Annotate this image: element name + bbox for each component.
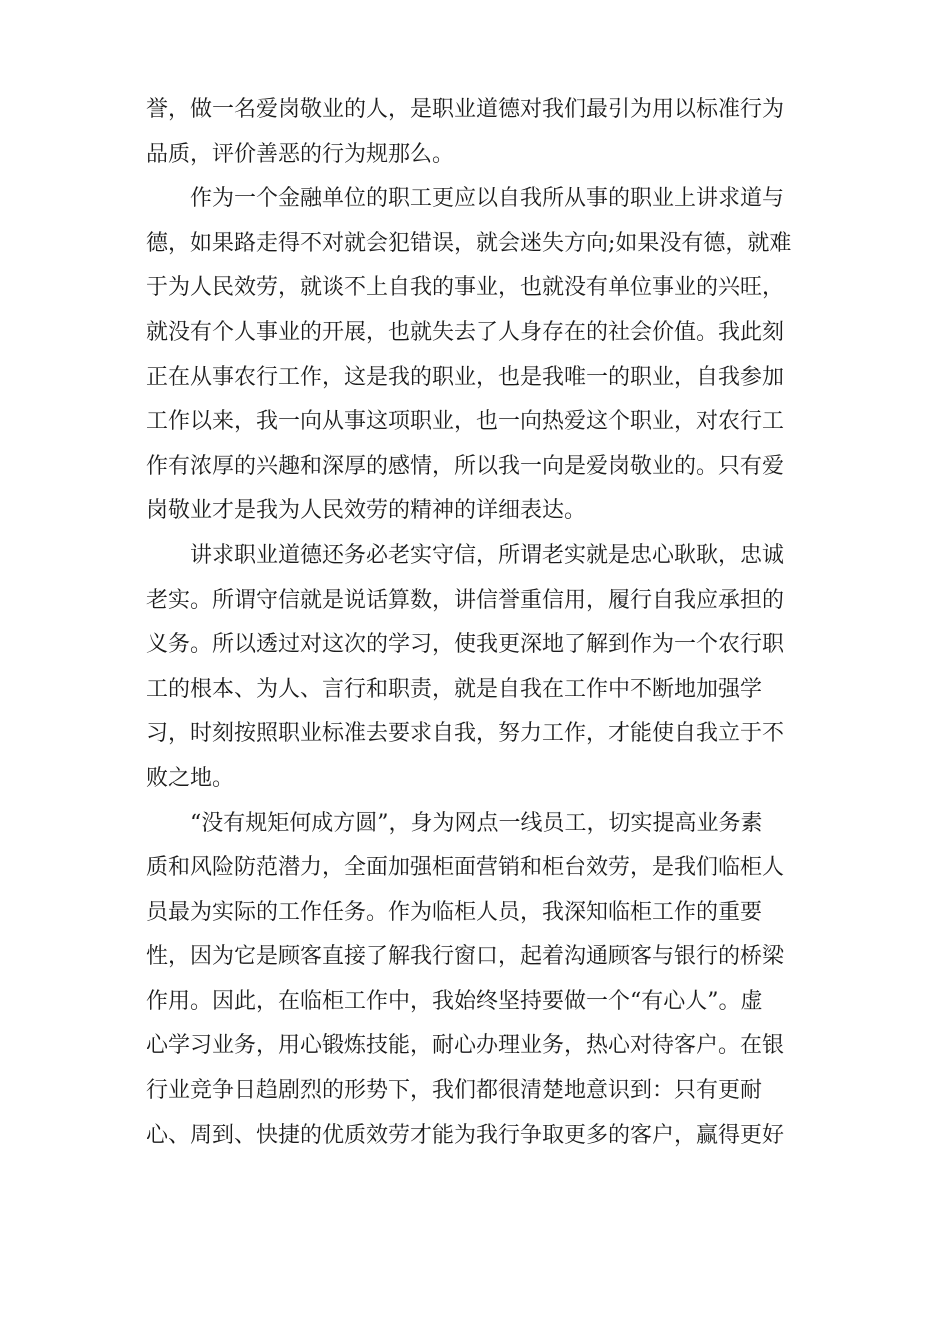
text-line: 义务。所以透过对这次的学习，使我更深地了解到作为一个农行职 [146,632,785,658]
text-line: 工作以来，我一向从事这项职业，也一向热爱这个职业，对农行工 [146,409,785,435]
text-line: 德，如果路走得不对就会犯错误，就会迷失方向;如果没有德，就难 [146,230,792,256]
paragraph-first-line: “没有规矩何成方圆”，身为网点一线员工，切实提高业务素 [190,810,763,836]
text-line: 老实。所谓守信就是说话算数，讲信誉重信用，履行自我应承担的 [146,587,785,613]
text-line: 岗敬业才是我为人民效劳的精神的详细表达。 [146,498,587,524]
text-line: 品质，评价善恶的行为规那么。 [146,141,455,167]
text-line: 作用。因此，在临柜工作中，我始终坚持要做一个“有心人”。虚 [146,988,763,1014]
text-line: 习，时刻按照职业标准去要求自我，努力工作，才能使自我立于不 [146,721,785,747]
text-line: 正在从事农行工作，这是我的职业，也是我唯一的职业，自我参加 [146,364,785,390]
text-line: 质和风险防范潜力，全面加强柜面营销和柜台效劳，是我们临柜人 [146,855,785,881]
text-line: 工的根本、为人、言行和职责，就是自我在工作中不断地加强学 [146,676,763,702]
text-line: 誉，做一名爱岗敬业的人，是职业道德对我们最引为用以标准行为 [146,97,785,122]
paragraph-first-line: 讲求职业道德还务必老实守信，所谓老实就是忠心耿耿，忠诚 [190,542,785,568]
text-line: 心学习业务，用心锻炼技能，耐心办理业务，热心对待客户。在银 [146,1033,785,1059]
text-line: 于为人民效劳，就谈不上自我的事业，也就没有单位事业的兴旺， [146,275,785,301]
paragraph-first-line: 作为一个金融单位的职工更应以自我所从事的职业上讲求道与 [190,186,785,212]
text-line: 就没有个人事业的开展，也就失去了人身存在的社会价值。我此刻 [146,319,785,345]
document-body [146,88,816,1158]
text-line: 心、周到、快捷的优质效劳才能为我行争取更多的客户，赢得更好 [146,1122,785,1148]
text-line: 性，因为它是顾客直接了解我行窗口，起着沟通顾客与银行的桥梁 [146,944,785,970]
text-line: 员最为实际的工作任务。作为临柜人员，我深知临柜工作的重要 [146,899,763,925]
text-line: 行业竞争日趋剧烈的形势下，我们都很清楚地意识到：只有更耐 [146,1078,763,1104]
text-line: 作有浓厚的兴趣和深厚的感情，所以我一向是爱岗敬业的。只有爱 [146,453,785,479]
text-line: 败之地。 [146,765,235,791]
